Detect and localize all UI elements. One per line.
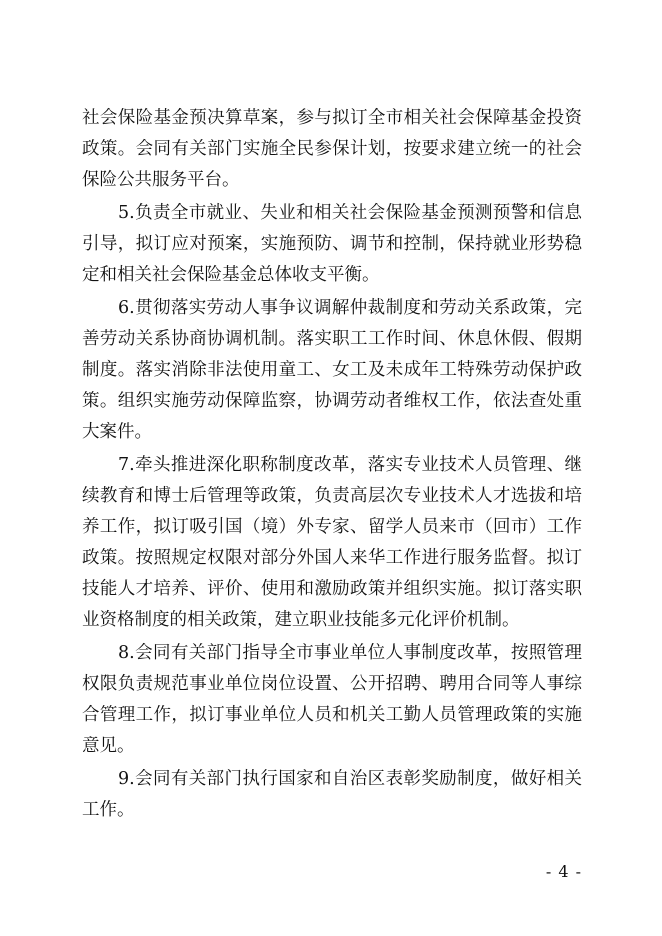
text-line: 8.会同有关部门指导全市事业单位人事制度改革，按照管理 bbox=[118, 643, 582, 663]
text-line: 保险公共服务平台。 bbox=[82, 170, 240, 190]
text-line: 意见。 bbox=[82, 736, 135, 756]
text-line: 制度。落实消除非法使用童工、女工及未成年工特殊劳动保护政 bbox=[82, 360, 582, 380]
text-line: 引导，拟订应对预案，实施预防、调节和控制，保持就业形势稳 bbox=[82, 234, 582, 254]
text-line: 业资格制度的相关政策，建立职业技能多元化评价机制。 bbox=[82, 610, 520, 630]
text-line: 权限负责规范事业单位岗位设置、公开招聘、聘用合同等人事综 bbox=[82, 674, 582, 694]
text-line: 续教育和博士后管理等政策，负责高层次专业技术人才选拔和培 bbox=[82, 486, 582, 506]
text-line: 定和相关社会保险基金总体收支平衡。 bbox=[82, 265, 380, 285]
text-line: 6.贯彻落实劳动人事争议调解仲裁制度和劳动关系政策，完 bbox=[118, 298, 582, 318]
paragraph-item-5 bbox=[82, 198, 582, 291]
paragraph-continuation bbox=[82, 103, 582, 196]
text-line: 7.牵头推进深化职称制度改革，落实专业技术人员管理、继 bbox=[118, 455, 582, 475]
text-line: 策。组织实施劳动保障监察，协调劳动者维权工作，依法查处重 bbox=[82, 391, 582, 411]
text-line: 政策。按照规定权限对部分外国人来华工作进行服务监督。拟订 bbox=[82, 548, 582, 568]
page-number: - 4 - bbox=[545, 862, 582, 881]
paragraph-item-8 bbox=[82, 638, 582, 762]
text-line: 9.会同有关部门执行国家和自治区表彰奖励制度，做好相关 bbox=[118, 769, 582, 789]
text-line: 5.负责全市就业、失业和相关社会保险基金预测预警和信息 bbox=[118, 203, 582, 223]
text-line: 合管理工作，拟订事业单位人员和机关工勤人员管理政策的实施 bbox=[82, 705, 582, 725]
text-line: 善劳动关系协商协调机制。落实职工工作时间、休息休假、假期 bbox=[82, 329, 582, 349]
text-line: 政策。会同有关部门实施全民参保计划，按要求建立统一的社会 bbox=[82, 139, 582, 159]
paragraph-item-6 bbox=[82, 293, 582, 448]
document-body bbox=[82, 103, 582, 826]
text-line: 工作。 bbox=[82, 800, 135, 820]
text-line: 技能人才培养、评价、使用和激励政策并组织实施。拟订落实职 bbox=[82, 579, 582, 599]
paragraph-item-9 bbox=[82, 764, 582, 826]
paragraph-item-7 bbox=[82, 450, 582, 636]
text-line: 社会保险基金预决算草案，参与拟订全市相关社会保障基金投资 bbox=[82, 108, 582, 128]
text-line: 大案件。 bbox=[82, 422, 152, 442]
text-line: 养工作，拟订吸引国（境）外专家、留学人员来市（回市）工作 bbox=[82, 517, 582, 537]
